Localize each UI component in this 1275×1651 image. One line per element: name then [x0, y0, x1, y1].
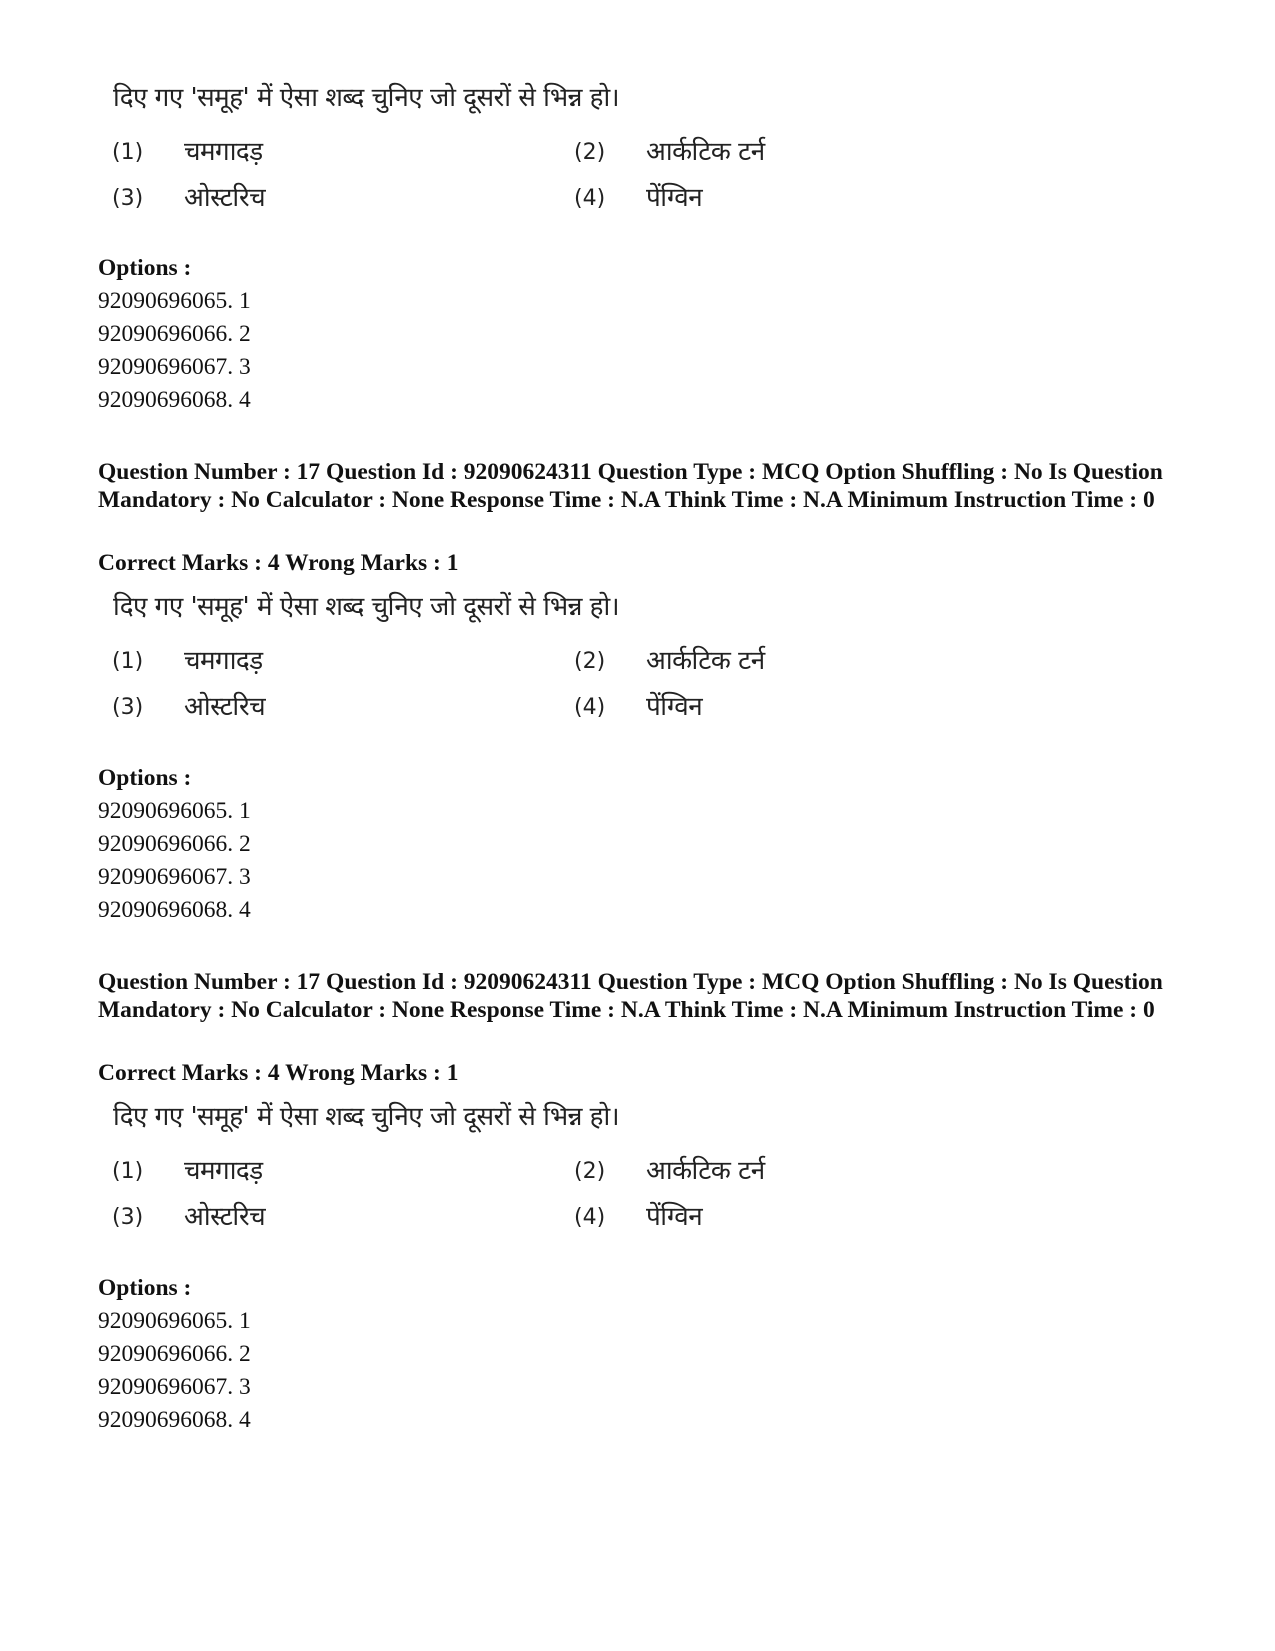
choice-number: (2): [574, 1159, 606, 1184]
question-text: दिए गए 'समूह' में ऐसा शब्द चुनिए जो दूसरों से भिन्न हो।: [113, 1102, 620, 1132]
choice-number: (1): [112, 1159, 144, 1184]
choice-number: (3): [112, 695, 144, 720]
choice-text: चमगादड़: [184, 1156, 263, 1186]
option-3: 92090696067. 3: [98, 1374, 251, 1400]
question-block-0: [0, 0, 1275, 510]
choice-number: (3): [112, 186, 144, 211]
choice-text: आर्कटिक टर्न: [646, 646, 765, 676]
choice-text: पेंग्विन: [646, 183, 703, 213]
option-2: 92090696066. 2: [98, 1341, 251, 1367]
option-4: 92090696068. 4: [98, 387, 251, 413]
choice-number: (4): [574, 186, 606, 211]
choice-text: आर्कटिक टर्न: [646, 1156, 765, 1186]
options-label: Options :: [98, 1275, 192, 1301]
question-image: [98, 78, 858, 228]
option-1: 92090696065. 1: [98, 288, 251, 314]
choice-number: (4): [574, 1205, 606, 1230]
question-image: [98, 587, 858, 737]
choice-text: आर्कटिक टर्न: [646, 137, 765, 167]
question-marks: Correct Marks : 4 Wrong Marks : 1: [98, 550, 459, 576]
choice-text: ओस्टरिच: [184, 692, 266, 722]
option-4: 92090696068. 4: [98, 897, 251, 923]
question-block-2: [0, 967, 1275, 1477]
question-meta: Question Number : 17 Question Id : 92090624311 Question Type : MCQ Option Shuffling : No Is Question Mandatory : No Calculator : None Response Time : N.A Think Time : N.A Minimum Instruction Time : 0: [98, 459, 1163, 513]
choice-number: (3): [112, 1205, 144, 1230]
question-marks: Correct Marks : 4 Wrong Marks : 1: [98, 1060, 459, 1086]
option-2: 92090696066. 2: [98, 321, 251, 347]
question-image: [98, 1097, 858, 1247]
option-4: 92090696068. 4: [98, 1407, 251, 1433]
choice-text: चमगादड़: [184, 646, 263, 676]
choice-text: चमगादड़: [184, 137, 263, 167]
options-label: Options :: [98, 255, 192, 281]
choice-number: (1): [112, 649, 144, 674]
question-text: दिए गए 'समूह' में ऐसा शब्द चुनिए जो दूसरों से भिन्न हो।: [113, 83, 620, 113]
option-3: 92090696067. 3: [98, 354, 251, 380]
question-block-1: [0, 457, 1275, 967]
option-2: 92090696066. 2: [98, 831, 251, 857]
choice-text: ओस्टरिच: [184, 183, 266, 213]
choice-number: (1): [112, 140, 144, 165]
choice-text: पेंग्विन: [646, 692, 703, 722]
choice-number: (2): [574, 140, 606, 165]
choice-number: (2): [574, 649, 606, 674]
question-meta: Question Number : 17 Question Id : 92090624311 Question Type : MCQ Option Shuffling : No Is Question Mandatory : No Calculator : None Response Time : N.A Think Time : N.A Minimum Instruction Time : 0: [98, 969, 1163, 1023]
choice-text: ओस्टरिच: [184, 1202, 266, 1232]
choice-text: पेंग्विन: [646, 1202, 703, 1232]
option-1: 92090696065. 1: [98, 1308, 251, 1334]
choice-number: (4): [574, 695, 606, 720]
option-3: 92090696067. 3: [98, 864, 251, 890]
question-text: दिए गए 'समूह' में ऐसा शब्द चुनिए जो दूसरों से भिन्न हो।: [113, 592, 620, 622]
option-1: 92090696065. 1: [98, 798, 251, 824]
options-label: Options :: [98, 765, 192, 791]
